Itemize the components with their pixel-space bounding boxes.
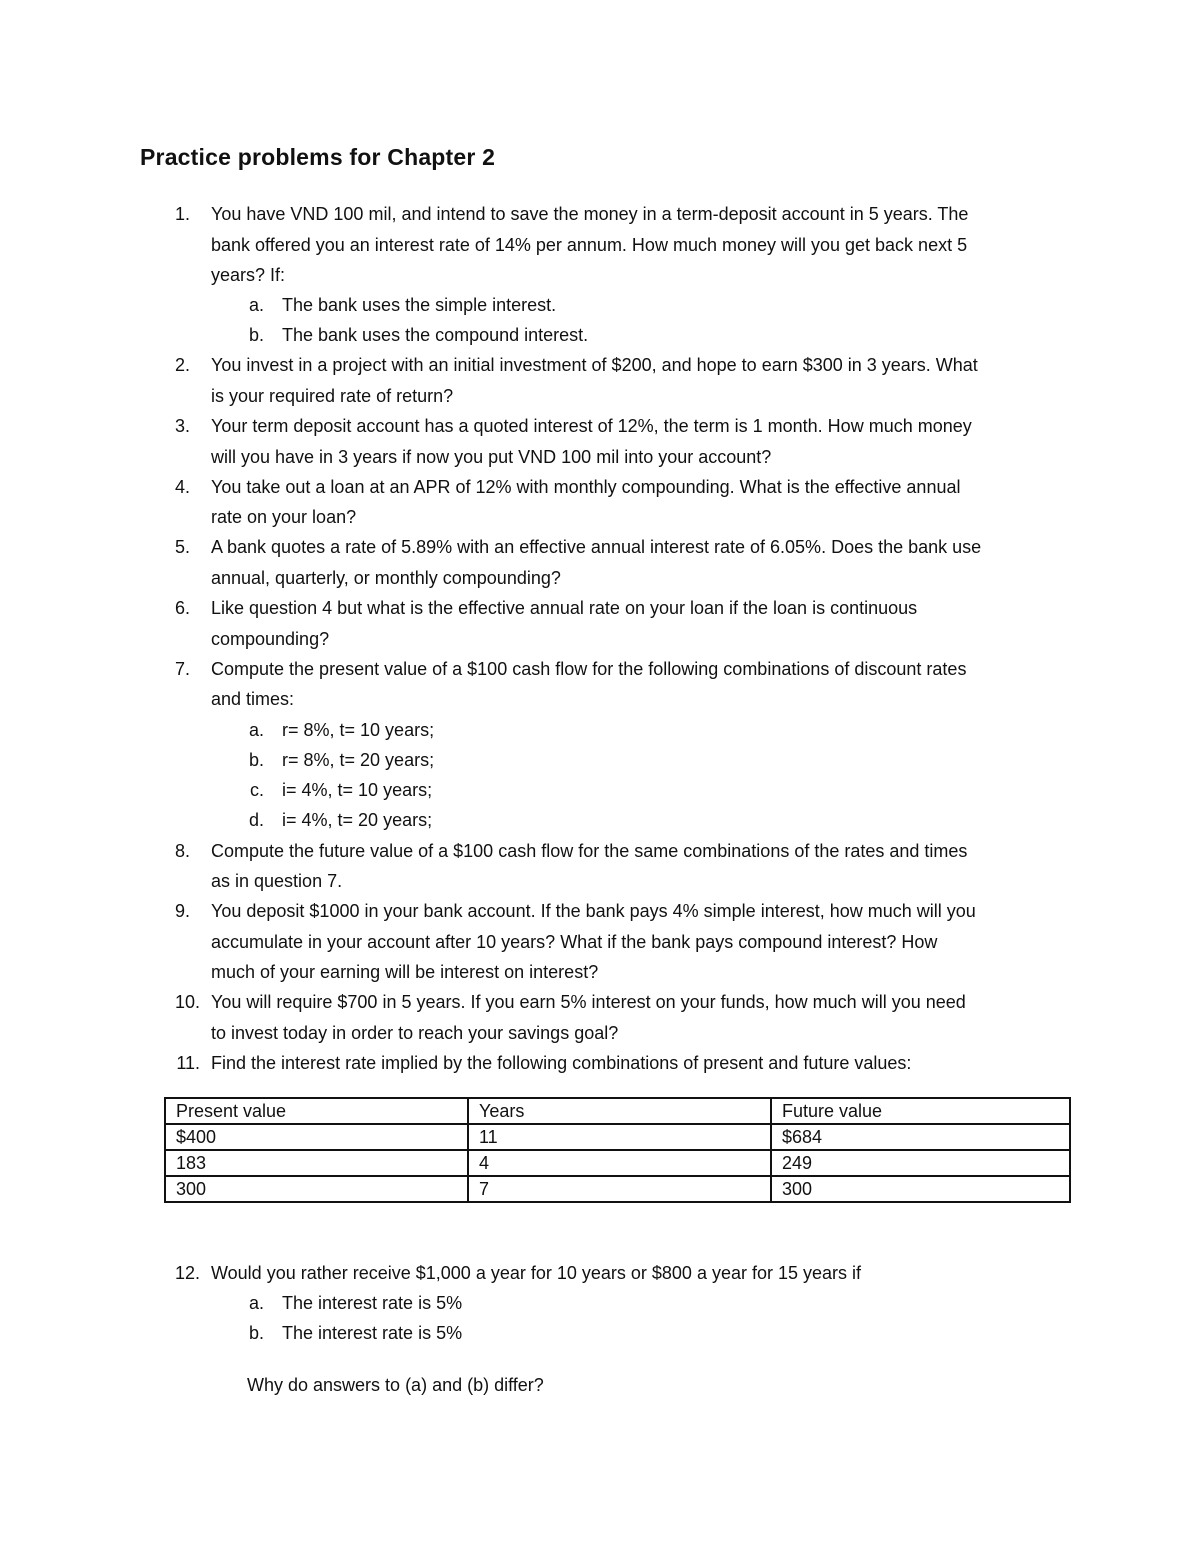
question-text: Like question 4 but what is the effective annual rate on your loan if the loan is continuous	[211, 598, 918, 618]
table-header-cell: Years	[468, 1098, 771, 1124]
question-text: Compute the future value of a $100 cash flow for the same combinations of the rates and times	[211, 841, 968, 861]
sub-item-text: The bank uses the simple interest.	[282, 295, 557, 315]
question-number: 5.	[174, 537, 190, 557]
question-text: Compute the present value of a $100 cash flow for the following combinations of discount rates	[211, 659, 967, 679]
question-text: A bank quotes a rate of 5.89% with an effective annual interest rate of 6.05%. Does the bank use	[211, 537, 982, 557]
question-number: 8.	[174, 841, 190, 861]
values-table	[164, 1097, 1071, 1203]
question-number: 11.	[176, 1053, 200, 1073]
question-text: much of your earning will be interest on interest?	[211, 962, 599, 982]
question-text: You take out a loan at an APR of 12% with monthly compounding. What is the effective annual	[211, 477, 961, 497]
table-cell: $400	[165, 1124, 468, 1150]
question-text: You deposit $1000 in your bank account. If the bank pays 4% simple interest, how much will you	[211, 901, 976, 921]
table-row	[165, 1150, 1070, 1176]
table-header-row	[165, 1098, 1070, 1124]
sub-item-label: a.	[248, 1293, 264, 1313]
question-text: Your term deposit account has a quoted interest of 12%, the term is 1 month. How much money	[211, 416, 972, 436]
sub-item-label: b.	[248, 750, 264, 770]
question-text: bank offered you an interest rate of 14% per annum. How much money will you get back next 5	[211, 235, 968, 255]
question-number: 4.	[174, 477, 190, 497]
question-text: You will require $700 in 5 years. If you earn 5% interest on your funds, how much will you need	[211, 992, 966, 1012]
question-text: as in question 7.	[211, 871, 343, 891]
question-number: 1.	[174, 204, 190, 224]
sub-item-label: c.	[249, 780, 264, 800]
sub-item-text: i= 4%, t= 10 years;	[282, 780, 433, 800]
question-text: compounding?	[211, 629, 330, 649]
table-header-cell: Future value	[771, 1098, 1070, 1124]
sub-item-label: b.	[248, 1323, 264, 1343]
table-cell: $684	[771, 1124, 1070, 1150]
question-text: and times:	[211, 689, 295, 709]
question-text: will you have in 3 years if now you put VND 100 mil into your account?	[211, 447, 772, 467]
question-text: to invest today in order to reach your savings goal?	[211, 1023, 619, 1043]
question-text: Find the interest rate implied by the following combinations of present and future values:	[211, 1053, 912, 1073]
question-text: annual, quarterly, or monthly compounding?	[211, 568, 561, 588]
followup-question: Why do answers to (a) and (b) differ?	[247, 1375, 544, 1395]
question-text: is your required rate of return?	[211, 386, 454, 406]
sub-item-text: r= 8%, t= 20 years;	[282, 750, 435, 770]
page-title: Practice problems for Chapter 2	[140, 144, 496, 170]
sub-item-text: r= 8%, t= 10 years;	[282, 720, 435, 740]
table-cell: 7	[468, 1176, 771, 1202]
question-number: 7.	[174, 659, 190, 679]
sub-item-text: The bank uses the compound interest.	[282, 325, 589, 345]
question-number: 10.	[174, 992, 200, 1012]
table-cell: 249	[771, 1150, 1070, 1176]
sub-item-label: a.	[248, 720, 264, 740]
question-text: You invest in a project with an initial investment of $200, and hope to earn $300 in 3 years. What	[211, 355, 978, 375]
table-cell: 300	[771, 1176, 1070, 1202]
table-cell: 183	[165, 1150, 468, 1176]
question-text: You have VND 100 mil, and intend to save the money in a term-deposit account in 5 years. The	[211, 204, 969, 224]
sub-item-label: d.	[248, 810, 264, 830]
question-text: rate on your loan?	[211, 507, 357, 527]
table-row	[165, 1124, 1070, 1150]
question-number: 12.	[174, 1263, 200, 1283]
table-cell: 300	[165, 1176, 468, 1202]
table-cell: 11	[468, 1124, 771, 1150]
sub-item-text: The interest rate is 5%	[282, 1323, 463, 1343]
sub-item-label: b.	[248, 325, 264, 345]
sub-item-label: a.	[248, 295, 264, 315]
question-number: 3.	[174, 416, 190, 436]
question-number: 9.	[174, 901, 190, 921]
question-text: Would you rather receive $1,000 a year for 10 years or $800 a year for 15 years if	[211, 1263, 862, 1283]
sub-item-text: The interest rate is 5%	[282, 1293, 463, 1313]
question-text: years? If:	[211, 265, 286, 285]
table-row	[165, 1176, 1070, 1202]
sub-item-text: i= 4%, t= 20 years;	[282, 810, 433, 830]
question-text: accumulate in your account after 10 years? What if the bank pays compound interest? How	[211, 932, 938, 952]
question-number: 2.	[174, 355, 190, 375]
table-cell: 4	[468, 1150, 771, 1176]
question-number: 6.	[174, 598, 190, 618]
table-header-cell: Present value	[165, 1098, 468, 1124]
